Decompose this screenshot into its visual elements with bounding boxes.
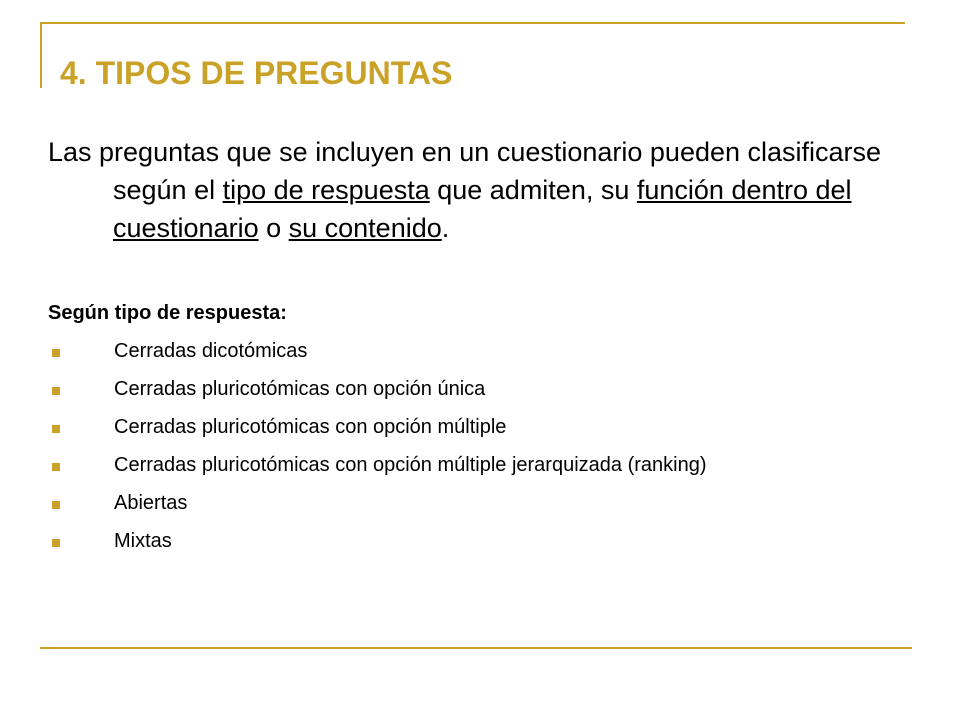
square-bullet-icon bbox=[52, 501, 60, 509]
list-item bbox=[48, 452, 908, 479]
list-item-text: Mixtas bbox=[114, 530, 172, 552]
frame-bottom-rule bbox=[40, 647, 912, 649]
square-bullet-icon bbox=[52, 539, 60, 547]
list-item bbox=[48, 338, 908, 365]
frame-left-rule bbox=[40, 22, 42, 88]
intro-underlined-contenido: su contenido bbox=[288, 213, 442, 243]
square-bullet-icon bbox=[52, 463, 60, 471]
slide-title: 4. TIPOS DE PREGUNTAS bbox=[60, 55, 453, 91]
response-type-list bbox=[48, 338, 908, 566]
list-item-text: Cerradas pluricotómicas con opción múltiple jerarquizada (ranking) bbox=[114, 454, 707, 476]
list-item bbox=[48, 490, 908, 517]
frame-top-rule bbox=[40, 22, 905, 24]
square-bullet-icon bbox=[52, 349, 60, 357]
square-bullet-icon bbox=[52, 387, 60, 395]
intro-text-3: o bbox=[258, 213, 289, 243]
intro-paragraph bbox=[48, 133, 900, 247]
list-item bbox=[48, 376, 908, 403]
intro-text-2: que admiten, su bbox=[429, 175, 637, 205]
section-subheading: Según tipo de respuesta: bbox=[48, 302, 287, 324]
square-bullet-icon bbox=[52, 425, 60, 433]
list-item-text: Cerradas dicotómicas bbox=[114, 340, 308, 362]
list-item-text: Abiertas bbox=[114, 492, 188, 514]
list-item bbox=[48, 528, 908, 555]
intro-underlined-tipo-respuesta: tipo de respuesta bbox=[222, 175, 430, 205]
intro-text-1: Las preguntas que se incluyen en un cuestionario pueden clasificarse según el bbox=[48, 137, 882, 205]
list-item-text: Cerradas pluricotómicas con opción múltiple bbox=[114, 416, 507, 438]
intro-underlined-funcion: función dentro del cuestionario bbox=[113, 175, 852, 243]
list-item bbox=[48, 414, 908, 441]
intro-text-4: . bbox=[441, 213, 450, 243]
list-item-text: Cerradas pluricotómicas con opción única bbox=[114, 378, 486, 400]
